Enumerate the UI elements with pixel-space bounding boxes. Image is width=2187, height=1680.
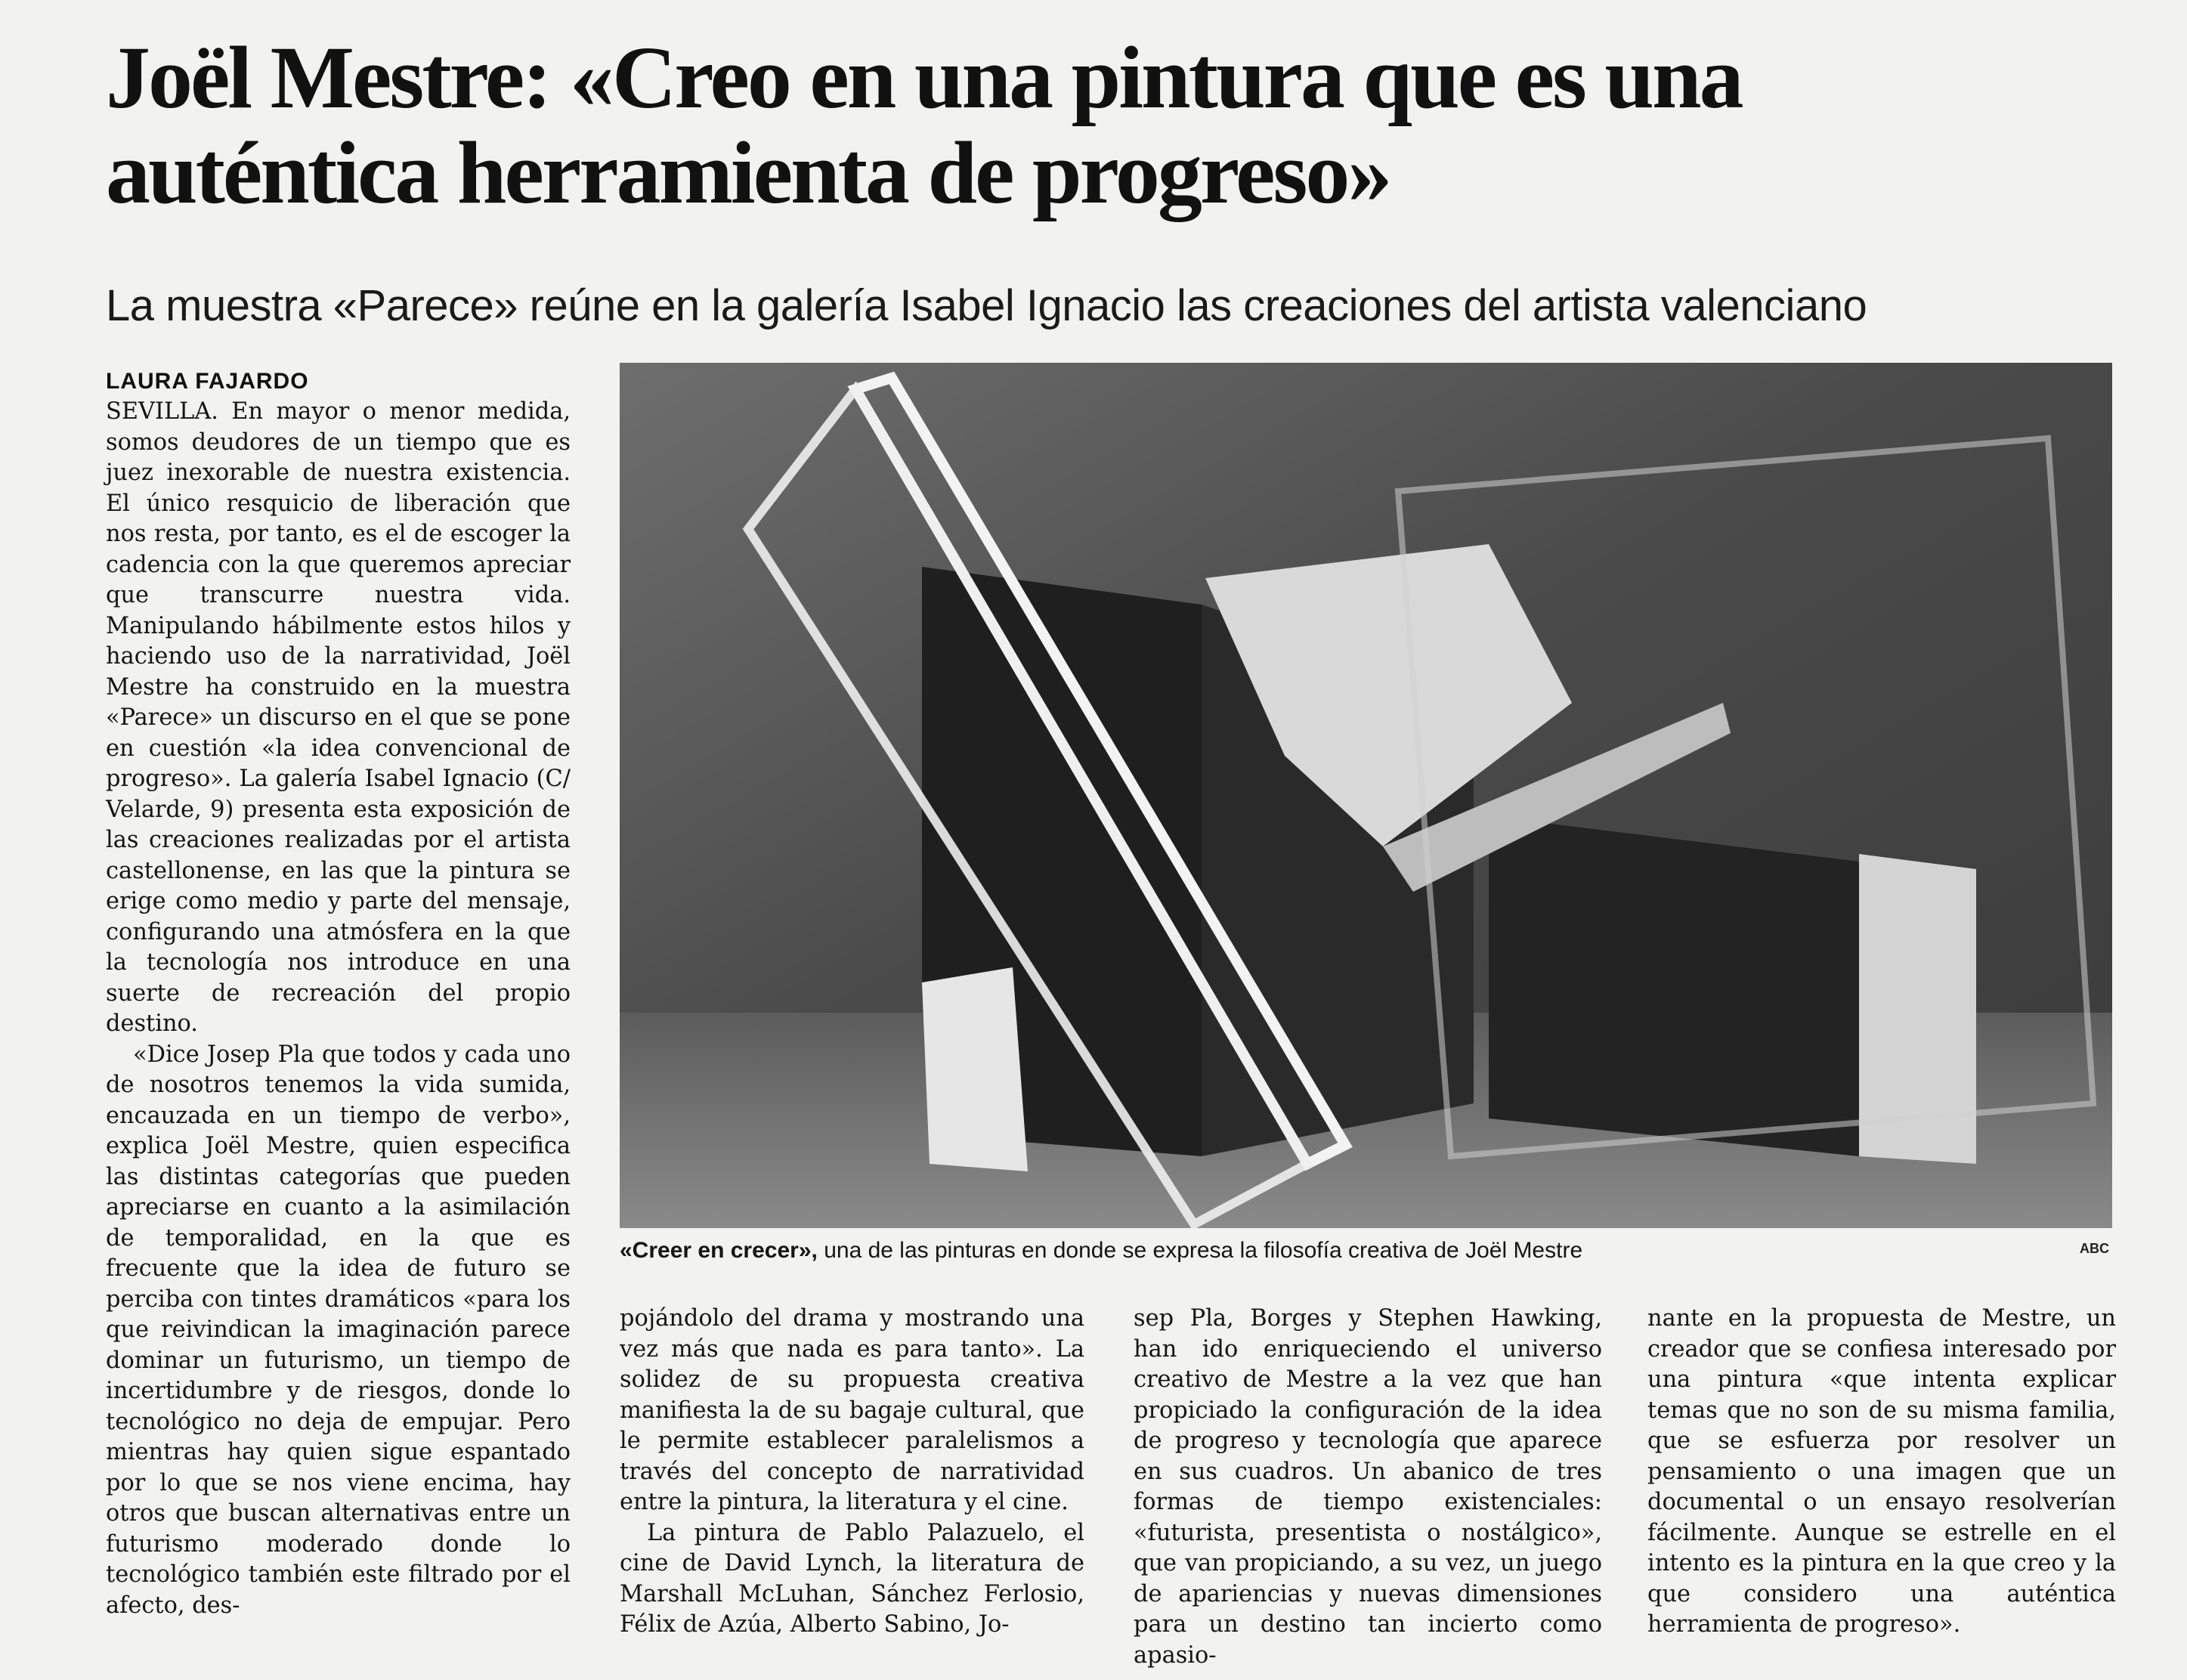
body-column-1 — [106, 397, 571, 1621]
photo-credit: ABC — [2080, 1241, 2109, 1256]
article-headline: Joël Mestre: «Creo en una pintura que es una auténtica herramienta de progreso» — [106, 28, 1742, 222]
body-paragraph: «Dice Josep Pla que todos y cada uno de nosotros tenemos la vida sumida, encauzada en un tiempo de verbo», explica Joël Mestre, quien especifica las distintas categorías que pueden apreciarse en cuanto a la asimilación de temporalidad, en la que es frecuente que la idea de futuro se perciba con tintes dramáticos «para los que reivindican la imaginación parece dominar un futurismo, un tiempo de incertidumbre y de riesgos, donde lo tecnológico no deja de empujar. Pero mientras hay quien sigue espantado por lo que se nos viene encima, hay otros que buscan alternativas entre un futurismo moderado donde lo tecnológico también este filtrado por el afecto, des- — [106, 1041, 571, 1619]
byline: LAURA FAJARDO — [106, 369, 309, 394]
dark-block-right — [1489, 816, 1859, 1156]
adjacent-article-bleed-left — [0, 0, 98, 1680]
light-plane-lower-left — [922, 967, 1028, 1171]
body-paragraph: sep Pla, Borges y Stephen Hawking, han ido enriqueciendo el universo creativo de Mestre a la vez que han propiciado la configuración de la idea de progreso y tecnología que aparece en sus cuadros. Un abanico de tres formas de tiempo existenciales: «futurista, presentista o nostálgico», que van propiciando, a su vez, un juego de apariencias y nuevas dimensiones para un destino tan incierto como apasio- — [1134, 1305, 1602, 1669]
body-paragraph: pojándolo del drama y mostrando una vez más que nada es para tanto». La solidez de su propuesta creativa manifiesta la de su bagaje cultural, que le permite establecer paralelismos a través del concepto de narratividad entre la pintura, la literatura y el cine. — [620, 1305, 1084, 1515]
body-paragraph: SEVILLA. En mayor o menor medida, somos deudores de un tiempo que es juez inexorable de nuestra existencia. El único resquicio de liberación que nos resta, por tanto, es el de escoger la cadencia con la que queremos apreciar que transcurre nuestra vida. Manipulando hábilmente estos hilos y haciendo uso de la narratividad, Joël Mestre ha construido en la muestra «Parece» un discurso en el que se pone en cuestión «la idea convencional de progreso». La galería Isabel Ignacio (C/ Velarde, 9) presenta esta exposición de las creaciones realizadas por el artista castellonense, en las que la pintura se erige como medio y parte del mensaje, configurando una atmósfera en la que la tecnología nos introduce en una suerte de recreación del propio destino. — [106, 398, 571, 1037]
caption-title: «Creer en crecer», — [620, 1238, 818, 1263]
painting-illustration — [620, 363, 2112, 1228]
body-column-3 — [1134, 1304, 1602, 1671]
artwork-photo — [620, 363, 2112, 1228]
photo-caption — [620, 1238, 2112, 1264]
article-subheadline: La muestra «Parece» reúne en la galería Isabel Ignacio las creaciones del artista valenciano — [106, 281, 1867, 330]
caption-text: una de las pinturas en donde se expresa la filosofía creativa de Joël Mestre — [817, 1238, 1583, 1263]
body-paragraph: nante en la propuesta de Mestre, un creador que se confiesa interesado por una pintura «que intenta explicar temas que no son de su misma familia, que se esfuerza por resolver un pensamiento o una imagen que un documental o un ensayo resolverían fácilmente. Aunque se estrelle en el intento es la pintura en la que creo y la que considero una auténtica herramienta de progreso». — [1647, 1305, 2116, 1638]
body-column-4 — [1647, 1304, 2116, 1641]
body-paragraph: La pintura de Pablo Palazuelo, el cine de David Lynch, la literatura de Marshall McLuhan, Sánchez Ferlosio, Félix de Azúa, Alberto Sabino, Jo- — [620, 1519, 1084, 1638]
body-column-2 — [620, 1304, 1084, 1641]
